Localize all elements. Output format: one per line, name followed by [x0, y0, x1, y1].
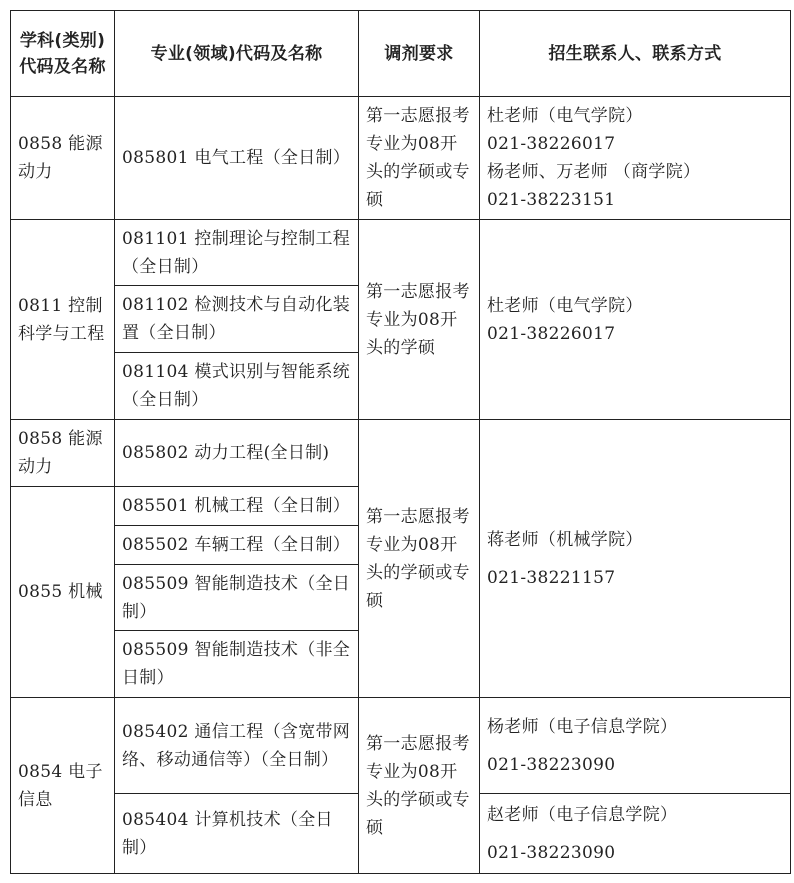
- admissions-table: [10, 10, 791, 874]
- major-cell: 085501 机械工程（全日制）: [115, 487, 359, 526]
- discipline-cell: 0854 电子信息: [11, 698, 115, 874]
- major-cell: 085404 计算机技术（全日制）: [115, 794, 359, 874]
- contact-name: 杜老师（电气学院）: [487, 106, 643, 126]
- table-row: [11, 220, 791, 286]
- discipline-cell: 0858 能源动力: [11, 420, 115, 487]
- contact-name: 赵老师（电子信息学院）: [487, 804, 678, 825]
- discipline-cell: 0855 机械: [11, 487, 115, 698]
- contact-phone: 021-38223090: [487, 754, 616, 775]
- table-row: [11, 420, 791, 487]
- contact-cell: [480, 420, 791, 698]
- table-row: [11, 97, 791, 220]
- discipline-cell: 0858 能源动力: [11, 97, 115, 220]
- header-major: 专业(领域)代码及名称: [115, 11, 359, 97]
- requirement-cell: 第一志愿报考专业为08开头的学硕或专硕: [359, 698, 480, 874]
- header-contact: 招生联系人、联系方式: [480, 11, 791, 97]
- contact-name: 蒋老师（机械学院）: [487, 529, 643, 550]
- major-cell: 085402 通信工程（含宽带网络、移动通信等）（全日制）: [115, 698, 359, 794]
- major-cell: 085509 智能制造技术（全日制）: [115, 565, 359, 631]
- contact-phone: 021-38221157: [487, 567, 616, 588]
- requirement-cell: 第一志愿报考专业为08开头的学硕: [359, 220, 480, 420]
- contact-name: 杨老师（电子信息学院）: [487, 716, 678, 737]
- major-cell: 085801 电气工程（全日制）: [115, 97, 359, 220]
- major-cell: 081104 模式识别与智能系统（全日制）: [115, 353, 359, 420]
- contact-cell: [480, 698, 791, 794]
- contact-cell: [480, 97, 791, 220]
- contact-cell: [480, 220, 791, 420]
- contact-cell: [480, 794, 791, 874]
- requirement-cell: 第一志愿报考专业为08开头的学硕或专硕: [359, 420, 480, 698]
- contact-name: 杜老师（电气学院）: [487, 295, 643, 316]
- table-row: [11, 698, 791, 794]
- major-cell: 081102 检测技术与自动化装置（全日制）: [115, 286, 359, 353]
- major-cell: 081101 控制理论与控制工程（全日制）: [115, 220, 359, 286]
- header-adjust: 调剂要求: [359, 11, 480, 97]
- contact-phone: 021-38223090: [487, 842, 616, 863]
- contact-phone: 021-38226017: [487, 323, 616, 344]
- requirement-cell: 第一志愿报考专业为08开头的学硕或专硕: [359, 97, 480, 220]
- contact-phone: 021-38223151: [487, 190, 616, 210]
- header-discipline: 学科(类别)代码及名称: [11, 11, 115, 97]
- major-cell: 085509 智能制造技术（非全日制）: [115, 631, 359, 698]
- major-cell: 085502 车辆工程（全日制）: [115, 526, 359, 565]
- discipline-cell: 0811 控制科学与工程: [11, 220, 115, 420]
- major-cell: 085802 动力工程(全日制): [115, 420, 359, 487]
- contact-name: 杨老师、万老师 （商学院）: [487, 162, 701, 182]
- header-row: [11, 11, 791, 97]
- contact-phone: 021-38226017: [487, 134, 616, 154]
